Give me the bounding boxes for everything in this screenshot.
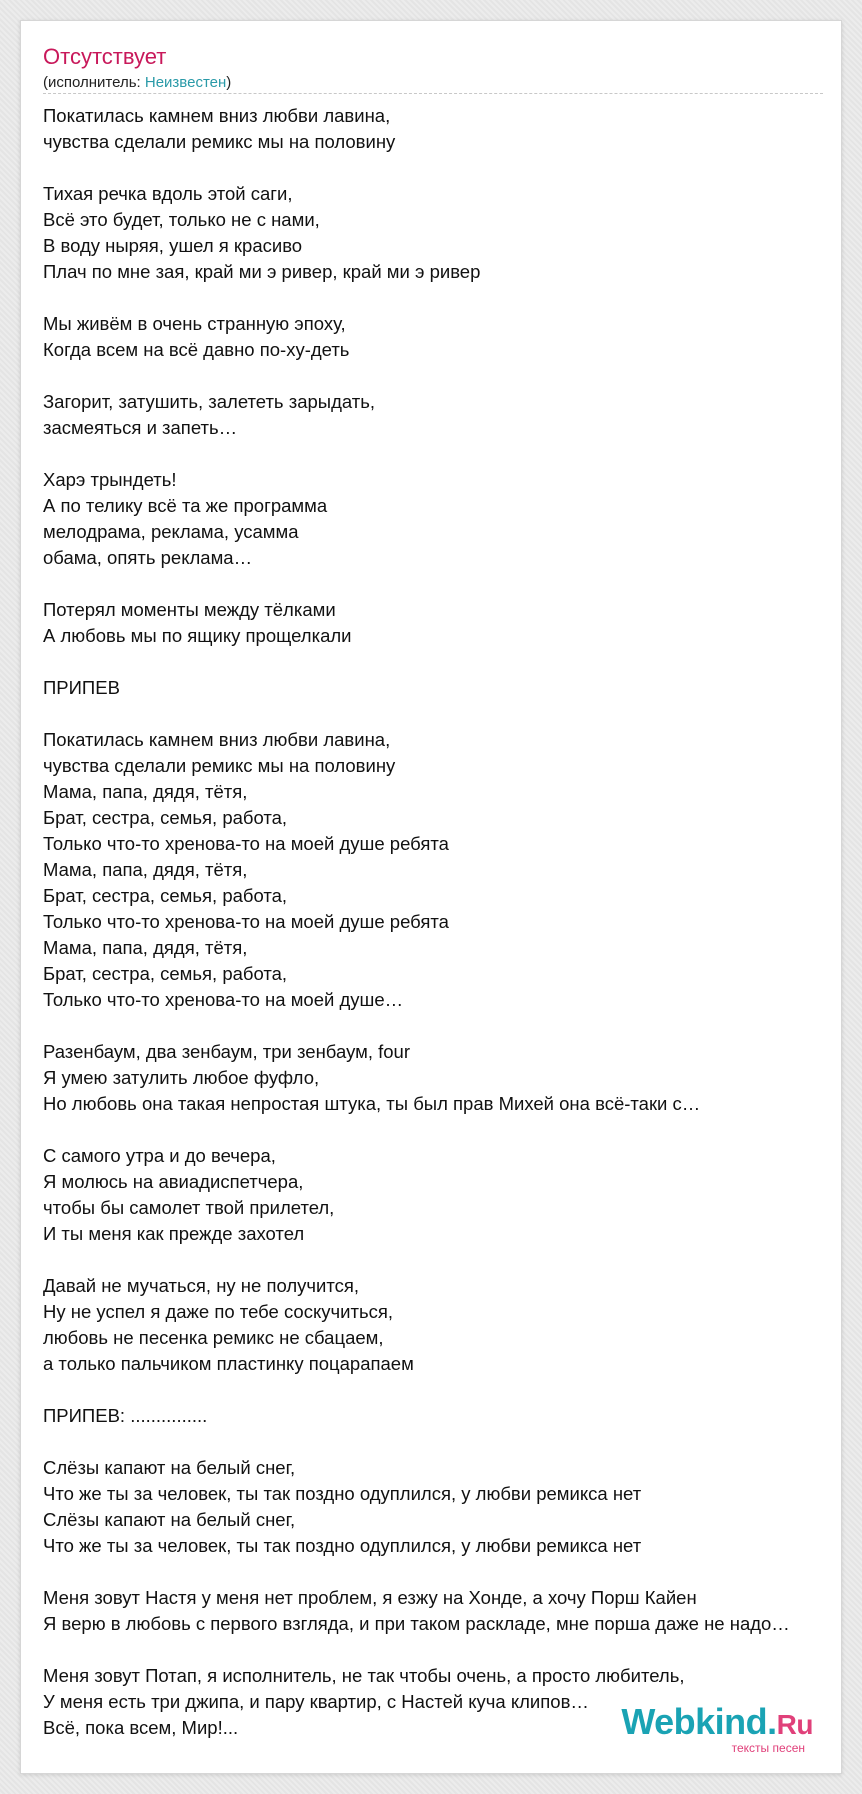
- lyric-line: Ну не успел я даже по тебе соскучиться,: [43, 1301, 394, 1322]
- lyric-line: Слёзы капают на белый снег,: [43, 1509, 296, 1530]
- lyric-line: Что же ты за человек, ты так поздно одуплился, у любви ремикса нет: [43, 1535, 642, 1556]
- lyric-line: [43, 649, 843, 675]
- logo-ru-text: Ru: [776, 1709, 813, 1740]
- lyric-line: [43, 1013, 843, 1039]
- lyric-line: чувства сделали ремикс мы на половину: [43, 131, 396, 152]
- webkind-logo[interactable]: [621, 1701, 813, 1755]
- lyric-line: Брат, сестра, семья, работа,: [43, 963, 288, 984]
- lyric-line: Когда всем на всё давно по-ху-деть: [43, 339, 350, 360]
- lyric-line: любовь не песенка ремикс не сбацаем,: [43, 1327, 384, 1348]
- lyric-line: Брат, сестра, семья, работа,: [43, 807, 288, 828]
- lyric-line: Давай не мучаться, ну не получится,: [43, 1275, 360, 1296]
- lyric-line: Тихая речка вдоль этой саги,: [43, 183, 293, 204]
- lyric-line: [43, 1377, 843, 1403]
- lyric-line: Слёзы капают на белый снег,: [43, 1457, 296, 1478]
- lyric-line: Мама, папа, дядя, тётя,: [43, 781, 248, 802]
- lyric-line: Я верю в любовь с первого взгляда, и при таком раскладе, мне порша даже не надо…: [43, 1613, 790, 1634]
- lyric-line: Меня зовут Потап, я исполнитель, не так чтобы очень, а просто любитель,: [43, 1665, 685, 1686]
- lyric-line: Только что-то хренова-то на моей душе ребята: [43, 911, 449, 932]
- lyric-line: Брат, сестра, семья, работа,: [43, 885, 288, 906]
- lyric-line: [43, 285, 843, 311]
- lyric-line: Только что-то хренова-то на моей душе ребята: [43, 833, 449, 854]
- lyric-line: Загорит, затушить, залететь зарыдать,: [43, 391, 375, 412]
- lyric-line: [43, 155, 843, 181]
- lyric-line: Я умею затулить любое фуфло,: [43, 1067, 320, 1088]
- lyric-line: а только пальчиком пластинку поцарапаем: [43, 1353, 414, 1374]
- lyric-line: мелодрама, реклама, усамма: [43, 521, 299, 542]
- lyric-line: У меня есть три джипа, и пару квартир, с Настей куча клипов…: [43, 1691, 589, 1712]
- lyric-line: А любовь мы по ящику прощелкали: [43, 625, 352, 646]
- lyric-line: Всё, пока всем, Мир!...: [43, 1717, 239, 1738]
- logo-web-text: Webkind: [621, 1701, 768, 1742]
- lyric-line: чувства сделали ремикс мы на половину: [43, 755, 396, 776]
- lyric-line: [43, 1247, 843, 1273]
- lyric-line: [43, 1637, 843, 1663]
- lyric-line: А по телику всё та же программа: [43, 495, 328, 516]
- lyric-line: [43, 1429, 843, 1455]
- lyric-line: Потерял моменты между тёлками: [43, 599, 336, 620]
- lyric-line: Мама, папа, дядя, тётя,: [43, 937, 248, 958]
- lyric-line: засмеяться и запеть…: [43, 417, 238, 438]
- lyric-line: Всё это будет, только не с нами,: [43, 209, 320, 230]
- lyric-line: чтобы бы самолет твой прилетел,: [43, 1197, 335, 1218]
- artist-link[interactable]: Неизвестен: [144, 74, 227, 91]
- logo-dot: .: [767, 1701, 777, 1742]
- lyric-line: Я молюсь на авиадиспетчера,: [43, 1171, 304, 1192]
- lyrics-card: [20, 20, 842, 1774]
- lyric-line: Покатилась камнем вниз любви лавина,: [43, 105, 391, 126]
- lyric-line: Покатилась камнем вниз любви лавина,: [43, 729, 391, 750]
- lyric-line: Что же ты за человек, ты так поздно одуплился, у любви ремикса нет: [43, 1483, 642, 1504]
- lyric-line: Разенбаум, два зенбаум, три зенбаум, four: [43, 1041, 410, 1062]
- lyric-line: Харэ трындеть!: [43, 469, 177, 490]
- lyric-line: обама, опять реклама…: [43, 547, 253, 568]
- lyric-line: [43, 363, 843, 389]
- artist-suffix: ): [226, 74, 232, 91]
- lyric-line: Плач по мне зая, край ми э ривер, край ми э ривер: [43, 261, 481, 282]
- song-title: Отсутствует: [43, 44, 167, 69]
- lyric-line: Мы живём в очень странную эпоху,: [43, 313, 346, 334]
- lyric-line: ПРИПЕВ: [43, 677, 120, 698]
- lyric-line: И ты меня как прежде захотел: [43, 1223, 305, 1244]
- artist-prefix: (исполнитель:: [43, 74, 145, 91]
- lyric-line: Только что-то хренова-то на моей душе…: [43, 989, 404, 1010]
- lyrics-text: [43, 103, 843, 1741]
- logo-tagline: тексты песен: [731, 1741, 805, 1755]
- lyric-line: [43, 1559, 843, 1585]
- lyric-line: [43, 441, 843, 467]
- artist-line: [43, 73, 231, 93]
- lyric-line: [43, 701, 843, 727]
- lyric-line: [43, 571, 843, 597]
- lyric-line: Меня зовут Настя у меня нет проблем, я езжу на Хонде, а хочу Порш Кайен: [43, 1587, 697, 1608]
- lyric-line: [43, 1117, 843, 1143]
- lyric-line: ПРИПЕВ: ...............: [43, 1405, 208, 1426]
- lyric-line: Мама, папа, дядя, тётя,: [43, 859, 248, 880]
- lyric-line: С самого утра и до вечера,: [43, 1145, 276, 1166]
- title-divider: [43, 93, 823, 94]
- lyric-line: В воду ныряя, ушел я красиво: [43, 235, 303, 256]
- lyric-line: Но любовь она такая непростая штука, ты был прав Михей она всё-таки с…: [43, 1093, 701, 1114]
